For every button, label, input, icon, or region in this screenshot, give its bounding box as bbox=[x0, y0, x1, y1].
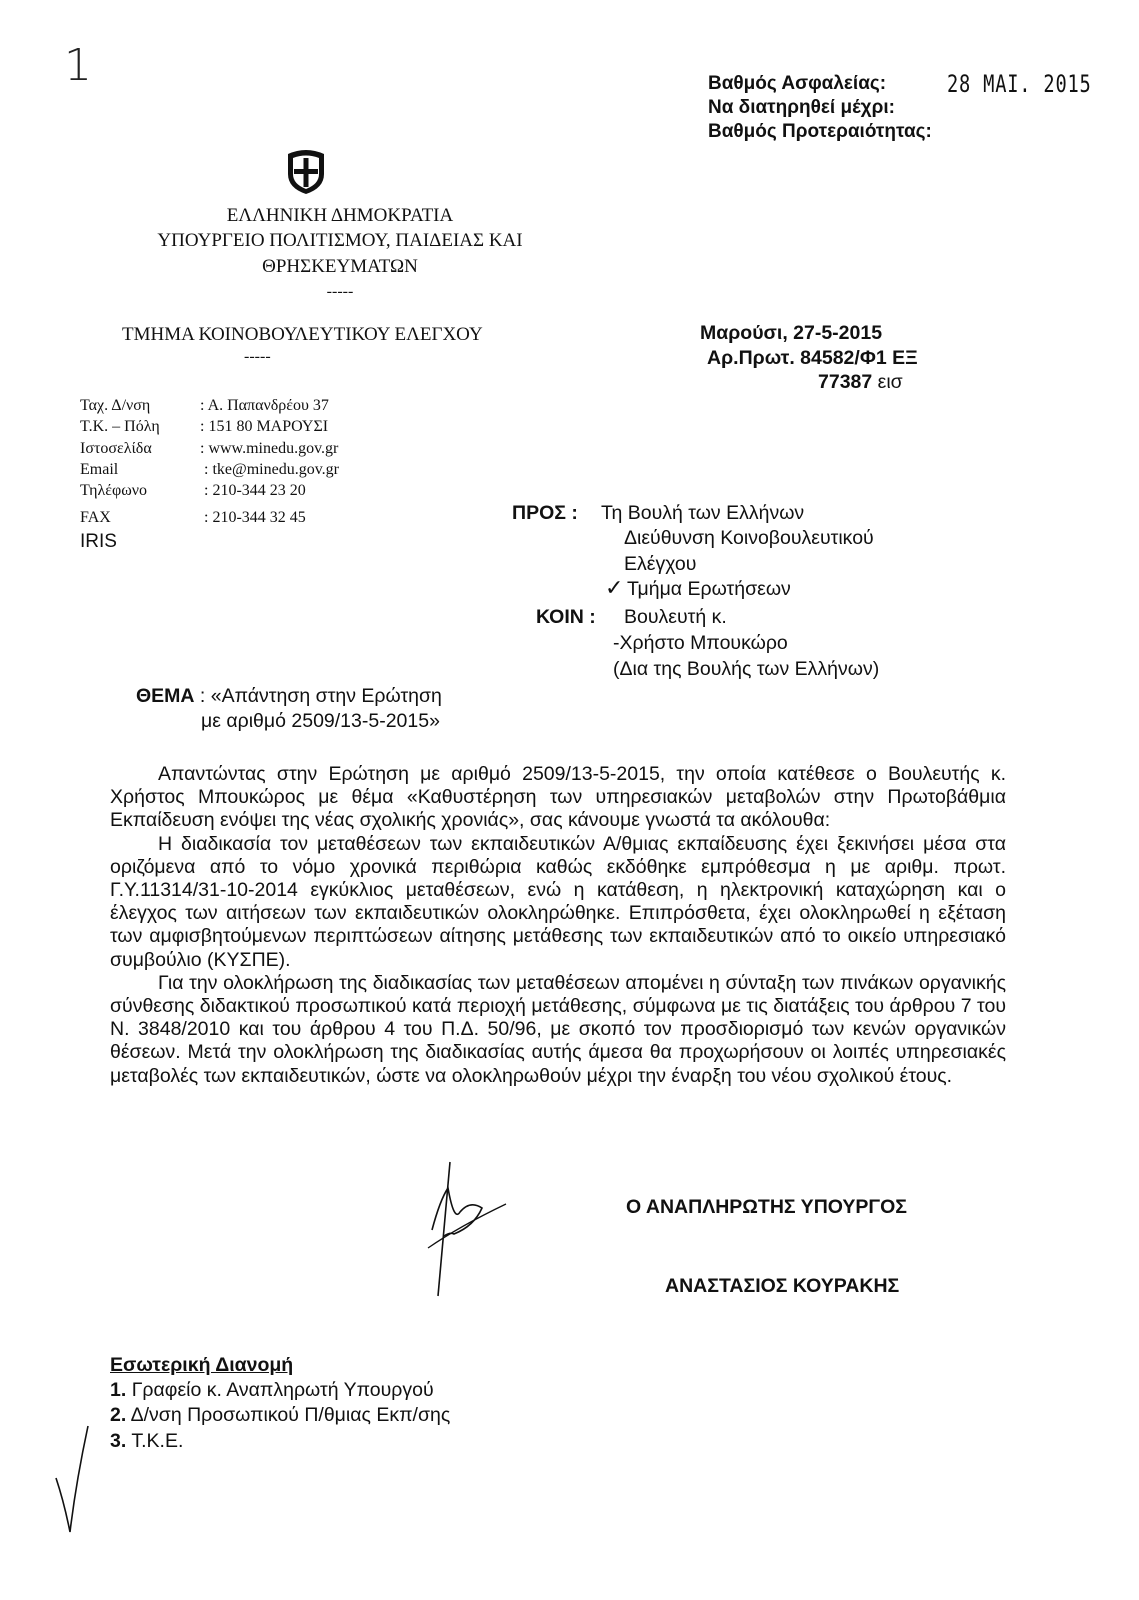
address-value: : Α. Παπανδρέου 37 bbox=[200, 397, 329, 414]
fax-label: FAX bbox=[80, 509, 111, 526]
cc-line-2: -Χρήστο Μπουκώρο bbox=[613, 632, 788, 654]
priority-label: Βαθμός Προτεραιότητας: bbox=[708, 121, 932, 142]
distribution-item-number: 1. bbox=[110, 1379, 127, 1401]
subject-label: ΘΕΜΑ bbox=[136, 685, 195, 707]
republic-heading: ΕΛΛΗΝΙΚΗ ΔΗΜΟΚΡΑΤΙΑ bbox=[226, 205, 454, 226]
subject-text-line1: : «Απάντηση στην Ερώτηση bbox=[199, 685, 442, 707]
to-line-1: Τη Βουλή των Ελλήνων bbox=[601, 502, 805, 524]
body-paragraph-1: Απαντώντας στην Ερώτηση με αριθμό 2509/13-5-2015, την οποία κατέθεσε ο Βουλευτής κ. Χρήστος Μπουκώρος με θέμα «Καθυστέρηση των υπηρεσιακών μεταβολών στην Πρωτοβάθμια Εκπαίδευση ενόψει της νέας σχολικής χρονιάς», σας κάνουμε γνωστά τα ακόλουθα: bbox=[110, 763, 1006, 832]
protocol-incoming-number: 77387 bbox=[818, 371, 873, 393]
received-date-stamp: 28 MAI. 2015 bbox=[947, 70, 1092, 98]
phone-value: : 210-344 23 20 bbox=[204, 482, 306, 499]
protocol-incoming-suffix: εισ bbox=[877, 371, 903, 393]
protocol-number: Αρ.Πρωτ. 84582/Φ1 ΕΞ bbox=[707, 347, 918, 369]
distribution-item bbox=[110, 1379, 434, 1402]
postcode-city-label: Τ.Κ. – Πόλη bbox=[80, 418, 160, 435]
to-label: ΠΡΟΣ : bbox=[512, 502, 578, 524]
place-date: Μαρούσι, 27-5-2015 bbox=[700, 322, 883, 344]
signatory-title: Ο ΑΝΑΠΛΗΡΩΤΗΣ ΥΠΟΥΡΓΟΣ bbox=[626, 1196, 907, 1218]
distribution-item-number: 3. bbox=[110, 1430, 127, 1452]
distribution-item bbox=[110, 1404, 450, 1427]
distribution-item-number: 2. bbox=[110, 1404, 127, 1426]
address-label: Ταχ. Δ/νση bbox=[80, 397, 151, 414]
to-line-3: Ελέγχου bbox=[624, 553, 697, 575]
ministry-name-line2: ΘΡΗΣΚΕΥΜΑΤΩΝ bbox=[262, 256, 418, 277]
subject-text-line2: με αριθμό 2509/13-5-2015» bbox=[201, 710, 440, 732]
distribution-item-text: Τ.Κ.Ε. bbox=[131, 1430, 184, 1452]
retain-until-label: Να διατηρηθεί μέχρι: bbox=[708, 97, 895, 118]
website-value: : www.minedu.gov.gr bbox=[200, 440, 339, 457]
security-classification-label: Βαθμός Ασφαλείας: bbox=[708, 73, 887, 94]
cc-label: ΚΟΙΝ : bbox=[536, 606, 596, 628]
body-paragraph-3: Για την ολοκλήρωση της διαδικασίας των μεταθέσεων απομένει η σύνταξη των πινάκων οργανικής σύνθεσης διδακτικού προσωπικού κατά περιοχή μετάθεσης, σύμφωνα με τις διατάξεις του άρθρου 7 του Ν. 3848/2010 και του άρθρου 4 του Π.Δ. 50/96, με σκοπό τον προσδιορισμό των κενών οργανικών θέσεων. Μετά την ολοκλήρωση της διαδικασίας αυτής άμεσα θα προχωρήσουν οι λοιπές υπηρεσιακές μεταβολές των εκπαιδευτικών, ώστε να ολοκληρωθούν μέχρι την έναρξη του νέου σχολικού έτους. bbox=[110, 971, 1006, 1087]
to-line-2: Διεύθυνση Κοινοβουλευτικού bbox=[624, 527, 874, 549]
department-divider: ----- bbox=[244, 348, 271, 365]
distribution-item bbox=[110, 1430, 183, 1453]
handwritten-tick-mark bbox=[52, 1422, 92, 1542]
cc-line-3: (Δια της Βουλής των Ελλήνων) bbox=[613, 658, 880, 680]
signatory-name: ΑΝΑΣΤΑΣΙΟΣ ΚΟΥΡΑΚΗΣ bbox=[665, 1275, 900, 1297]
fax-value: : 210-344 32 45 bbox=[204, 509, 306, 526]
protocol-number-incoming bbox=[818, 371, 903, 394]
handwritten-signature bbox=[410, 1160, 520, 1300]
cc-line-1: Βουλευτή κ. bbox=[624, 606, 727, 628]
phone-label: Τηλέφωνο bbox=[80, 482, 148, 499]
distribution-item-text: Γραφείο κ. Αναπληρωτή Υπουργού bbox=[131, 1379, 434, 1401]
handwritten-page-mark: 1 bbox=[64, 40, 92, 91]
to-line-4: Τμήμα Ερωτήσεων bbox=[627, 578, 791, 600]
email-label: Email bbox=[80, 461, 119, 478]
ministry-name-line1: ΥΠΟΥΡΓΕΙΟ ΠΟΛΙΤΙΣΜΟΥ, ΠΑΙΔΕΙΑΣ ΚΑΙ bbox=[157, 230, 523, 251]
header-divider: ----- bbox=[326, 283, 354, 300]
handwritten-check-mark: ✓ bbox=[605, 576, 624, 601]
letter-body bbox=[110, 763, 1006, 1088]
body-paragraph-2: Η διαδικασία τον μεταθέσεων των εκπαιδευτικών Α/θμιας εκπαίδευσης έχει ξεκινήσει μέσα στα οριζόμενα από το νόμο χρονικά περιθώρια καθώς εκδόθηκε εμπρόθεσμα η με αριθμ. πρωτ. Γ.Υ.11314/31-10-2014 εγκύκλιος μεταθέσεων, ενώ η κατάθεση, η ηλεκτρονική καταχώρηση και ο έλεγχος των αιτήσεων των εκπαιδευτικών ολοκληρώθηκε. Επιπρόσθετα, έχει ολοκληρωθεί η εξέταση των αμφισβητούμενων περιπτώσεων αίτησης μετάθεσης των εκπαιδευτικών από το οικείο υπηρεσιακό συμβούλιο (ΚΥΣΠΕ). bbox=[110, 832, 1006, 971]
department-name: ΤΜΗΜΑ ΚΟΙΝΟΒΟΥΛΕΥΤΙΚΟΥ ΕΛΕΓΧΟΥ bbox=[122, 324, 483, 345]
distribution-heading: Εσωτερική Διανομή bbox=[110, 1354, 294, 1376]
email-value: : tke@minedu.gov.gr bbox=[204, 461, 340, 478]
distribution-item-text: Δ/νση Προσωπικού Π/θμιας Εκπ/σης bbox=[130, 1404, 451, 1426]
postcode-city-value: : 151 80 ΜΑΡΟΥΣΙ bbox=[200, 418, 329, 435]
greek-coat-of-arms-emblem bbox=[284, 148, 328, 196]
subject-line bbox=[136, 685, 442, 708]
website-label: Ιστοσελίδα bbox=[80, 440, 152, 457]
iris-label: IRIS bbox=[80, 531, 117, 552]
